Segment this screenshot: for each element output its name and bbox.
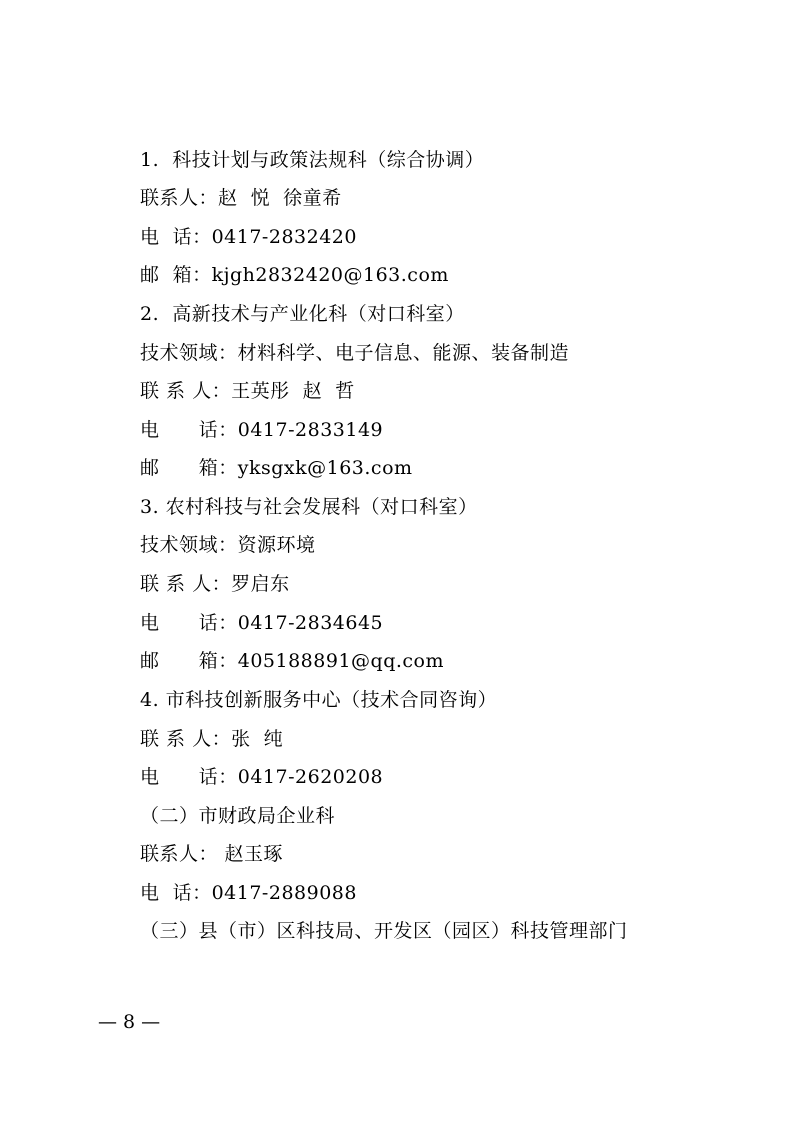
section-heading-finance: （二）市财政局企业科 xyxy=(140,805,336,827)
section-heading-2: 2. 高新技术与产业化科（对口科室） xyxy=(140,303,465,325)
phone-line: 电 话：0417-2889088 xyxy=(140,882,357,904)
section-heading-1: 1. 科技计划与政策法规科（综合协调） xyxy=(140,149,485,171)
contact-line: 联 系 人：罗启东 xyxy=(140,573,290,595)
tech-field-line: 技术领域：资源环境 xyxy=(140,534,316,556)
contact-line: 联系人： 赵玉琢 xyxy=(140,843,284,865)
section-heading-4: 4. 市科技创新服务中心（技术合同咨询） xyxy=(140,689,498,711)
phone-line: 电 话：0417-2832420 xyxy=(140,226,357,248)
contact-line: 联 系 人：王英彤 赵 哲 xyxy=(140,380,355,402)
section-heading-3: 3. 农村科技与社会发展科（对口科室） xyxy=(140,496,478,518)
phone-line: 电 话：0417-2833149 xyxy=(140,419,384,441)
email-line: 邮 箱：405188891@qq.com xyxy=(140,650,444,672)
page-number: — 8 — xyxy=(98,1011,161,1033)
tech-field-line: 技术领域：材料科学、电子信息、能源、装备制造 xyxy=(140,342,570,364)
phone-line: 电 话：0417-2834645 xyxy=(140,612,384,634)
phone-line: 电 话：0417-2620208 xyxy=(140,766,384,788)
email-line: 邮 箱：yksgxk@163.com xyxy=(140,457,413,479)
section-heading-county: （三）县（市）区科技局、开发区（园区）科技管理部门 xyxy=(140,920,628,942)
email-line: 邮 箱：kjgh2832420@163.com xyxy=(140,264,449,286)
contact-line: 联系人：赵 悦 徐童希 xyxy=(140,187,342,209)
contact-line: 联 系 人：张 纯 xyxy=(140,728,284,750)
